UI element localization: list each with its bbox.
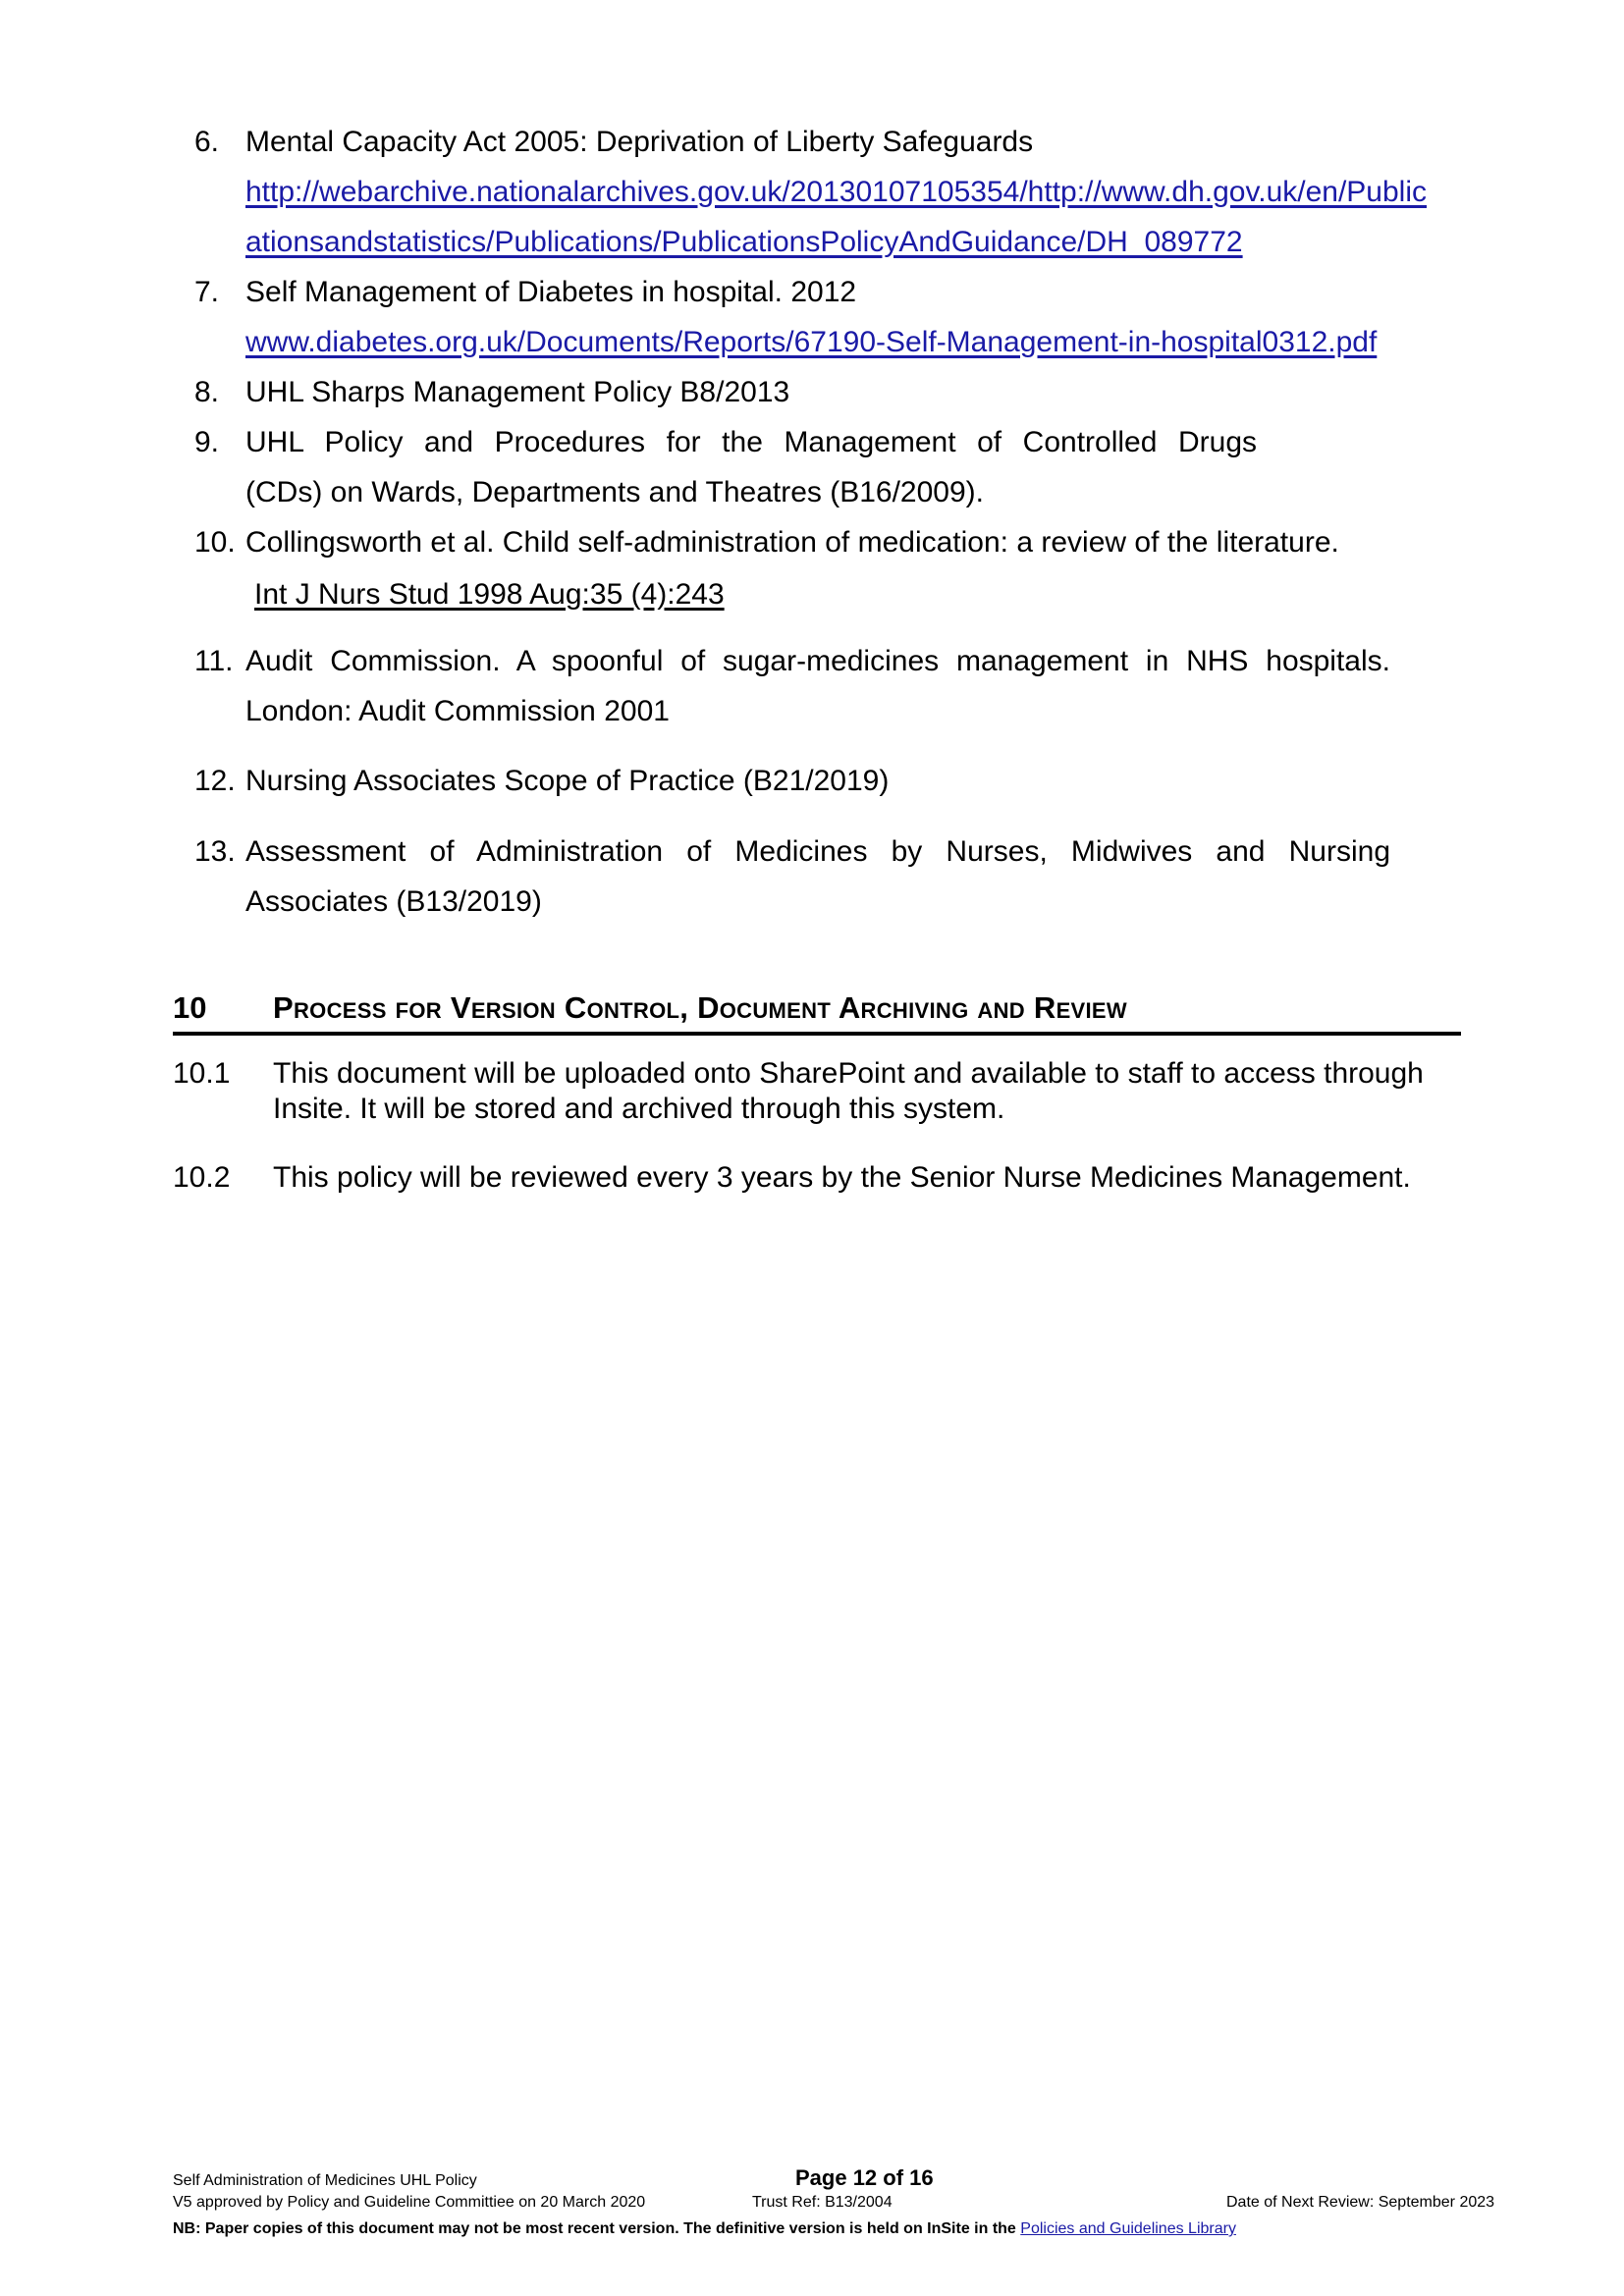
reference-number: 8.	[194, 376, 220, 408]
reference-text: Assessment of Administration of Medicines by Nurses, Midwives and Nursing	[245, 835, 1390, 868]
reference-item	[194, 517, 1471, 617]
section-paragraph	[173, 1160, 1479, 1200]
footer-nb-notice	[173, 2220, 1236, 2238]
reference-item	[194, 827, 1471, 927]
reference-number: 11.	[194, 645, 234, 677]
paragraph-number: 10.1	[173, 1057, 231, 1090]
section-title: Process for Version Control, Document Archiving and Review	[273, 990, 1127, 1025]
reference-number: 12.	[194, 765, 236, 797]
reference-item	[194, 267, 1471, 367]
reference-text: Collingsworth et al. Child self-administration of medication: a review of the literature.	[245, 526, 1339, 559]
section-number: 10	[173, 990, 207, 1025]
paragraph-text: This document will be uploaded onto SharePoint and available to staff to access through Insite. It will be stored and archived through this system.	[273, 1057, 1424, 1125]
reference-item	[194, 417, 1471, 517]
reference-text: Mental Capacity Act 2005: Deprivation of Liberty Safeguards	[245, 126, 1034, 158]
reference-item	[194, 367, 1471, 417]
reference-item	[194, 117, 1471, 267]
reference-item	[194, 756, 1471, 806]
reference-text: Self Management of Diabetes in hospital. 2012	[245, 276, 857, 308]
reference-number: 9.	[194, 426, 220, 458]
reference-text: UHL Policy and Procedures for the Management of Controlled Drugs	[245, 426, 1257, 458]
policies-library-link[interactable]: Policies and Guidelines Library	[1020, 2220, 1236, 2237]
reference-text: Nursing Associates Scope of Practice (B21/2019)	[245, 765, 890, 797]
reference-number: 10.	[194, 526, 236, 559]
reference-number: 7.	[194, 276, 220, 308]
paragraph-text: This policy will be reviewed every 3 years by the Senior Nurse Medicines Management.	[273, 1161, 1411, 1194]
reference-number: 13.	[194, 835, 236, 868]
section-heading	[173, 987, 1461, 1036]
footer-nb-text: NB: Paper copies of this document may not be most recent version. The definitive version is held on InSite in the	[173, 2220, 1021, 2237]
reference-link[interactable]: http://webarchive.nationalarchives.gov.uk/20130107105354/http://www.dh.gov.uk/en/Public	[245, 176, 1428, 208]
reference-link[interactable]: ationsandstatistics/Publications/PublicationsPolicyAndGuidance/DH_089772	[245, 226, 1243, 258]
reference-number: 6.	[194, 126, 220, 158]
reference-link[interactable]: www.diabetes.org.uk/Documents/Reports/67190-Self-Management-in-hospital0312.pdf	[245, 326, 1378, 358]
reference-citation: Int J Nurs Stud 1998 Aug:35 (4):243	[254, 578, 725, 611]
reference-text: Associates (B13/2019)	[245, 885, 542, 918]
section-paragraph	[173, 1056, 1479, 1131]
footer-trust-ref: Trust Ref: B13/2004	[752, 2194, 893, 2211]
reference-item	[194, 636, 1471, 736]
reference-text: London: Audit Commission 2001	[245, 695, 670, 727]
reference-text: UHL Sharps Management Policy B8/2013	[245, 376, 790, 408]
footer-page-number: Page 12 of 16	[795, 2165, 934, 2190]
reference-text: Audit Commission. A spoonful of sugar-medicines management in NHS hospitals.	[245, 645, 1390, 677]
reference-text: (CDs) on Wards, Departments and Theatres (B16/2009).	[245, 476, 984, 508]
footer-doc-title: Self Administration of Medicines UHL Policy	[173, 2172, 477, 2189]
footer-next-review: Date of Next Review: September 2023	[1226, 2194, 1495, 2211]
paragraph-number: 10.2	[173, 1161, 231, 1194]
footer-approval: V5 approved by Policy and Guideline Committiee on 20 March 2020	[173, 2194, 646, 2211]
